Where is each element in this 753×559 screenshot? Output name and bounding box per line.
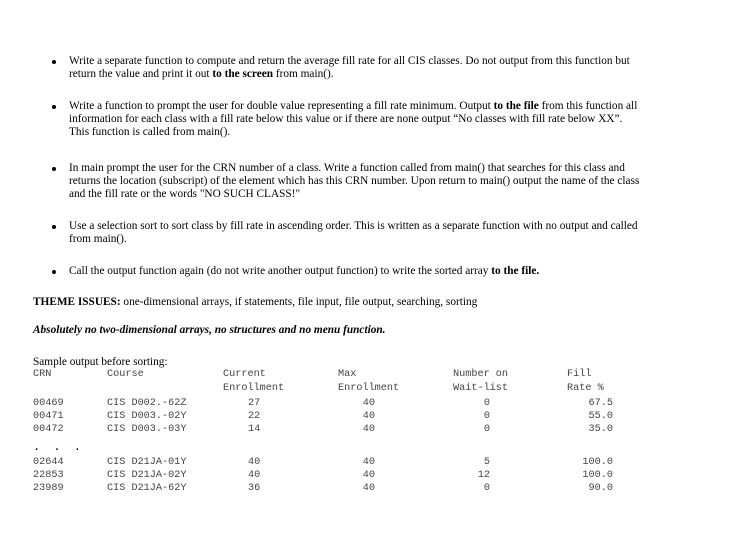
column-header: CRN (33, 369, 52, 380)
requirement-item (52, 162, 749, 201)
requirement-item (52, 100, 749, 139)
requirement-line: In main prompt the user for the CRN number of a class. Write a function called from main() that searches for this class and (69, 162, 625, 174)
requirement-line: Write a separate function to compute and return the average fill rate for all CIS classes. Do not output from this function but (69, 55, 630, 67)
requirement-line: return the value and print it out to the screen from main(). (69, 68, 334, 80)
restrictions-note: Absolutely no two-dimensional arrays, no structures and no menu function. (33, 324, 386, 336)
requirement-text (69, 265, 749, 278)
bullet-icon (52, 60, 56, 64)
bullet-icon (52, 105, 56, 109)
requirement-line: Use a selection sort to sort class by fill rate in ascending order. This is written as a separate function with no output and called (69, 220, 638, 232)
current-enrollment-cell: 40 (248, 470, 261, 481)
max-enrollment-cell: 40 (362, 411, 375, 422)
column-header-line2: Wait-list (453, 383, 509, 394)
requirement-text (69, 55, 749, 81)
bullet-icon (52, 225, 56, 229)
crn-cell: 00472 (33, 424, 64, 435)
column-header: Number on (453, 369, 509, 380)
requirement-line: information for each class with a fill rate below this value or if there are none output “No classes with fill rate below XX”. (69, 113, 623, 125)
column-header-line2: Enrollment (223, 383, 285, 394)
requirement-line: from main(). (69, 233, 127, 245)
bullet-icon (52, 167, 56, 171)
requirement-text (69, 100, 749, 139)
requirement-line: Call the output function again (do not write another output function) to write the sorted array to the file. (69, 265, 540, 277)
requirement-line: Write a function to prompt the user for double value representing a fill rate minimum. Output to the file from this function all (69, 100, 638, 112)
requirement-item (52, 265, 749, 278)
fill-rate-cell: 100.0 (582, 457, 613, 468)
requirement-text (69, 220, 749, 246)
current-enrollment-cell: 36 (248, 483, 261, 494)
course-cell: CIS D003.-03Y (107, 424, 187, 435)
course-cell: CIS D003.-02Y (107, 411, 187, 422)
column-header-line2: Rate % (567, 383, 604, 394)
bullet-icon (52, 270, 56, 274)
crn-cell: 00469 (33, 398, 64, 409)
fill-rate-cell: 35.0 (588, 424, 613, 435)
column-header: Current (223, 369, 266, 380)
course-cell: CIS D21JA-02Y (107, 470, 187, 481)
crn-cell: 22853 (33, 470, 64, 481)
max-enrollment-cell: 40 (362, 470, 375, 481)
current-enrollment-cell: 27 (248, 398, 261, 409)
current-enrollment-cell: 40 (248, 457, 261, 468)
max-enrollment-cell: 40 (362, 398, 375, 409)
fill-rate-cell: 90.0 (588, 483, 613, 494)
requirement-text (69, 162, 749, 201)
current-enrollment-cell: 14 (248, 424, 261, 435)
course-cell: CIS D21JA-62Y (107, 483, 187, 494)
column-header: Max (338, 369, 357, 380)
waitlist-cell: 0 (483, 398, 490, 409)
fill-rate-cell: 55.0 (588, 411, 613, 422)
column-header: Course (107, 369, 144, 380)
theme-issues-label: THEME ISSUES: (33, 296, 121, 308)
column-header: Fill (567, 369, 592, 380)
requirement-line: This function is called from main(). (69, 126, 231, 138)
requirement-line: and the fill rate or the words "NO SUCH CLASS!" (69, 188, 301, 200)
theme-issues (33, 296, 477, 309)
fill-rate-cell: 67.5 (588, 398, 613, 409)
column-header-line2: Enrollment (338, 383, 400, 394)
waitlist-cell: 12 (477, 470, 490, 481)
sample-output-label: Sample output before sorting: (33, 356, 168, 368)
requirement-item (52, 55, 749, 81)
crn-cell: 02644 (33, 457, 64, 468)
waitlist-cell: 0 (483, 483, 490, 494)
theme-issues-text: one-dimensional arrays, if statements, file input, file output, searching, sorting (120, 296, 478, 308)
max-enrollment-cell: 40 (362, 424, 375, 435)
course-cell: CIS D002.-62Z (107, 398, 187, 409)
requirement-item (52, 220, 749, 246)
max-enrollment-cell: 40 (362, 457, 375, 468)
waitlist-cell: 0 (483, 411, 490, 422)
waitlist-cell: 5 (483, 457, 490, 468)
fill-rate-cell: 100.0 (582, 470, 613, 481)
crn-cell: 23989 (33, 483, 64, 494)
max-enrollment-cell: 40 (362, 483, 375, 494)
crn-cell: 00471 (33, 411, 64, 422)
table-ellipsis: . . . (33, 440, 85, 454)
requirement-line: returns the location (subscript) of the element which has this CRN number. Upon return to main() output the name of the class (69, 175, 640, 187)
course-cell: CIS D21JA-01Y (107, 457, 187, 468)
current-enrollment-cell: 22 (248, 411, 261, 422)
waitlist-cell: 0 (483, 424, 490, 435)
